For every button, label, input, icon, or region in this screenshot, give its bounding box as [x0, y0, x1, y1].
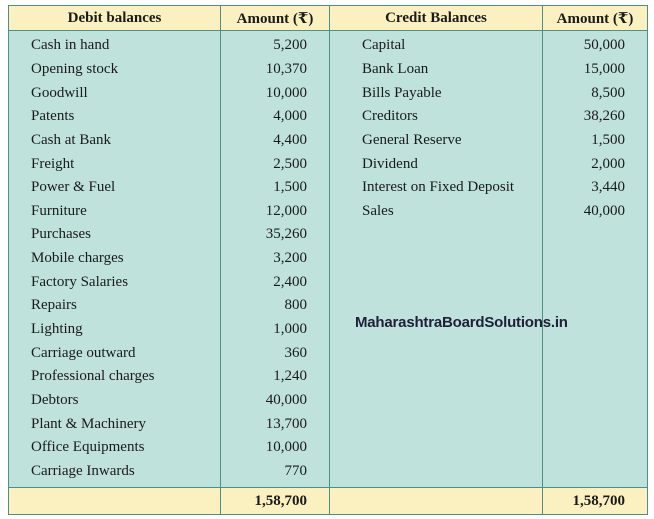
- debit-amount: 3,200: [221, 247, 330, 271]
- debit-item: Plant & Machinery: [9, 412, 221, 436]
- credit-item: [330, 341, 543, 365]
- debit-amount: 800: [221, 294, 330, 318]
- debit-amount: 12,000: [221, 199, 330, 223]
- credit-item: Bank Loan: [330, 58, 543, 82]
- credit-item: [330, 223, 543, 247]
- credit-amount: 38,260: [543, 105, 648, 129]
- debit-amount: 360: [221, 341, 330, 365]
- table-row: [9, 105, 648, 129]
- debit-amount: 1,500: [221, 176, 330, 200]
- table-row: [9, 199, 648, 223]
- credit-item: [330, 412, 543, 436]
- credit-item: Capital: [330, 31, 543, 58]
- credit-item: [330, 247, 543, 271]
- credit-amount: 40,000: [543, 199, 648, 223]
- credit-amount: 15,000: [543, 58, 648, 82]
- debit-amount: 2,500: [221, 152, 330, 176]
- table-row: [9, 152, 648, 176]
- credit-amount: [543, 460, 648, 488]
- credit-amount: 50,000: [543, 31, 648, 58]
- debit-item: Cash in hand: [9, 31, 221, 58]
- credit-item: Sales: [330, 199, 543, 223]
- table-row: [9, 365, 648, 389]
- debit-item: Office Equipments: [9, 436, 221, 460]
- credit-item: Creditors: [330, 105, 543, 129]
- debit-item: Purchases: [9, 223, 221, 247]
- debit-balances-header: Debit balances: [9, 6, 221, 31]
- debit-amount-header: Amount (₹): [221, 6, 330, 31]
- table-row: [9, 341, 648, 365]
- trial-balance-table: [8, 5, 648, 515]
- credit-item: [330, 460, 543, 488]
- debit-item: Factory Salaries: [9, 270, 221, 294]
- debit-amount: 770: [221, 460, 330, 488]
- table-row: [9, 436, 648, 460]
- debit-item: Furniture: [9, 199, 221, 223]
- debit-item: Power & Fuel: [9, 176, 221, 200]
- credit-item: [330, 365, 543, 389]
- debit-item: Mobile charges: [9, 247, 221, 271]
- credit-amount: 1,500: [543, 129, 648, 153]
- table-row: [9, 81, 648, 105]
- credit-amount: [543, 365, 648, 389]
- credit-balances-header: Credit Balances: [330, 6, 543, 31]
- total-credit-label: [330, 488, 543, 515]
- watermark-text: MaharashtraBoardSolutions.in: [355, 314, 568, 331]
- debit-amount: 1,000: [221, 318, 330, 342]
- debit-item: Carriage Inwards: [9, 460, 221, 488]
- credit-item: Interest on Fixed Deposit: [330, 176, 543, 200]
- debit-amount: 5,200: [221, 31, 330, 58]
- debit-amount: 10,000: [221, 81, 330, 105]
- credit-item: [330, 270, 543, 294]
- table-row: [9, 58, 648, 82]
- debit-item: Patents: [9, 105, 221, 129]
- credit-amount: [543, 223, 648, 247]
- credit-amount: 3,440: [543, 176, 648, 200]
- table-row: [9, 389, 648, 413]
- table-row: [9, 460, 648, 488]
- table-row: [9, 31, 648, 58]
- debit-item: Freight: [9, 152, 221, 176]
- credit-amount: [543, 247, 648, 271]
- table-row: [9, 247, 648, 271]
- table-row: [9, 129, 648, 153]
- debit-amount: 35,260: [221, 223, 330, 247]
- debit-item: Goodwill: [9, 81, 221, 105]
- debit-amount: 10,370: [221, 58, 330, 82]
- table-row: [9, 412, 648, 436]
- debit-amount: 1,240: [221, 365, 330, 389]
- debit-amount: 4,000: [221, 105, 330, 129]
- total-row: [9, 488, 648, 515]
- table-row: [9, 270, 648, 294]
- credit-amount: [543, 389, 648, 413]
- credit-item: [330, 436, 543, 460]
- credit-amount-header: Amount (₹): [543, 6, 648, 31]
- credit-amount: 2,000: [543, 152, 648, 176]
- credit-item: Dividend: [330, 152, 543, 176]
- debit-item: Carriage outward: [9, 341, 221, 365]
- debit-item: Opening stock: [9, 58, 221, 82]
- total-debit-label: [9, 488, 221, 515]
- total-debit-amount: 1,58,700: [221, 488, 330, 515]
- table-row: [9, 176, 648, 200]
- header-row: [9, 6, 648, 31]
- total-credit-amount: 1,58,700: [543, 488, 648, 515]
- table-row: [9, 223, 648, 247]
- debit-item: Professional charges: [9, 365, 221, 389]
- credit-item: General Reserve: [330, 129, 543, 153]
- credit-amount: [543, 412, 648, 436]
- credit-item: [330, 389, 543, 413]
- credit-amount: [543, 270, 648, 294]
- credit-amount: [543, 436, 648, 460]
- debit-amount: 40,000: [221, 389, 330, 413]
- debit-item: Debtors: [9, 389, 221, 413]
- debit-amount: 2,400: [221, 270, 330, 294]
- debit-item: Lighting: [9, 318, 221, 342]
- credit-item: Bills Payable: [330, 81, 543, 105]
- debit-item: Cash at Bank: [9, 129, 221, 153]
- debit-amount: 4,400: [221, 129, 330, 153]
- debit-item: Repairs: [9, 294, 221, 318]
- credit-amount: [543, 341, 648, 365]
- debit-amount: 13,700: [221, 412, 330, 436]
- debit-amount: 10,000: [221, 436, 330, 460]
- credit-amount: 8,500: [543, 81, 648, 105]
